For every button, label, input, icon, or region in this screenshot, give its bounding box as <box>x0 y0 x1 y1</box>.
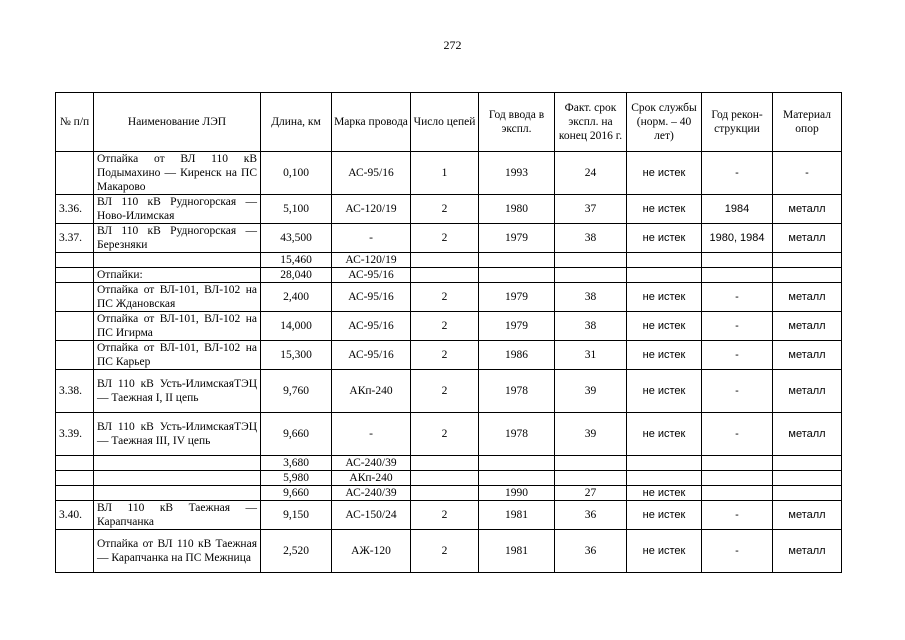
wire-brand: АЖ-120 <box>332 530 411 573</box>
actual-service-years: 27 <box>555 486 627 501</box>
table-row <box>56 486 842 501</box>
line-length: 0,100 <box>261 152 332 195</box>
wire-brand: АС-240/39 <box>332 486 411 501</box>
row-number: 3.40. <box>56 501 94 530</box>
row-number: 3.37. <box>56 224 94 253</box>
table-row <box>56 501 842 530</box>
table-row <box>56 341 842 370</box>
commissioning-year: 1986 <box>479 341 555 370</box>
table-row <box>56 370 842 413</box>
line-length: 9,760 <box>261 370 332 413</box>
commissioning-year: 1978 <box>479 370 555 413</box>
table-header-row <box>56 93 842 152</box>
row-number: 3.36. <box>56 195 94 224</box>
table-row <box>56 224 842 253</box>
line-name: ВЛ 110 кВ Таежная — Карапчанка <box>94 501 261 530</box>
line-name <box>94 486 261 501</box>
commissioning-year: 1979 <box>479 224 555 253</box>
actual-service-years: 38 <box>555 224 627 253</box>
circuit-count: 2 <box>411 341 479 370</box>
reconstruction-year: - <box>702 370 773 413</box>
support-material: металл <box>773 283 842 312</box>
row-number: 3.38. <box>56 370 94 413</box>
header-cell: Материал опор <box>773 93 842 152</box>
commissioning-year: 1981 <box>479 501 555 530</box>
wire-brand: АКп-240 <box>332 370 411 413</box>
commissioning-year: 1990 <box>479 486 555 501</box>
circuit-count <box>411 253 479 268</box>
support-material: металл <box>773 312 842 341</box>
commissioning-year <box>479 471 555 486</box>
reconstruction-year: - <box>702 312 773 341</box>
circuit-count: 2 <box>411 370 479 413</box>
wire-brand: АС-150/24 <box>332 501 411 530</box>
commissioning-year: 1978 <box>479 413 555 456</box>
header-cell: Длина, км <box>261 93 332 152</box>
wire-brand: АС-240/39 <box>332 456 411 471</box>
header-cell: Факт. срок экспл. на конец 2016 г. <box>555 93 627 152</box>
circuit-count: 2 <box>411 283 479 312</box>
circuit-count: 2 <box>411 530 479 573</box>
support-material: металл <box>773 224 842 253</box>
support-material: металл <box>773 501 842 530</box>
row-number <box>56 283 94 312</box>
header-cell: № п/п <box>56 93 94 152</box>
wire-brand: АС-95/16 <box>332 312 411 341</box>
service-life-status: не истек <box>627 501 702 530</box>
actual-service-years: 38 <box>555 312 627 341</box>
support-material: металл <box>773 341 842 370</box>
wire-brand: - <box>332 413 411 456</box>
line-length: 3,680 <box>261 456 332 471</box>
line-length: 15,300 <box>261 341 332 370</box>
commissioning-year: 1979 <box>479 283 555 312</box>
reconstruction-year <box>702 486 773 501</box>
wire-brand: АС-120/19 <box>332 253 411 268</box>
reconstruction-year: 1984 <box>702 195 773 224</box>
table-row <box>56 413 842 456</box>
header-cell: Год ввода в экспл. <box>479 93 555 152</box>
line-name: ВЛ 110 кВ Рудногорская — Ново-Илимская <box>94 195 261 224</box>
row-number <box>56 486 94 501</box>
line-length: 9,150 <box>261 501 332 530</box>
service-life-status <box>627 268 702 283</box>
support-material <box>773 268 842 283</box>
circuit-count <box>411 268 479 283</box>
circuit-count <box>411 486 479 501</box>
table-row <box>56 195 842 224</box>
line-length: 14,000 <box>261 312 332 341</box>
support-material: металл <box>773 530 842 573</box>
actual-service-years <box>555 456 627 471</box>
row-number <box>56 312 94 341</box>
wire-brand: АС-95/16 <box>332 341 411 370</box>
line-name: Отпайка от ВЛ-101, ВЛ-102 на ПС Игирма <box>94 312 261 341</box>
row-number <box>56 268 94 283</box>
line-length: 2,400 <box>261 283 332 312</box>
reconstruction-year: - <box>702 413 773 456</box>
service-life-status <box>627 456 702 471</box>
line-length: 28,040 <box>261 268 332 283</box>
service-life-status: не истек <box>627 283 702 312</box>
table-row <box>56 268 842 283</box>
actual-service-years: 37 <box>555 195 627 224</box>
actual-service-years: 24 <box>555 152 627 195</box>
circuit-count: 2 <box>411 312 479 341</box>
wire-brand: АС-120/19 <box>332 195 411 224</box>
page-number: 272 <box>443 38 462 52</box>
circuit-count: 2 <box>411 224 479 253</box>
line-name: ВЛ 110 кВ Усть-ИлимскаяТЭЦ — Таежная I, II цепь <box>94 370 261 413</box>
commissioning-year: 1993 <box>479 152 555 195</box>
wire-brand: АС-95/16 <box>332 283 411 312</box>
service-life-status: не истек <box>627 370 702 413</box>
commissioning-year: 1979 <box>479 312 555 341</box>
support-material <box>773 253 842 268</box>
table-row <box>56 152 842 195</box>
table-row <box>56 530 842 573</box>
commissioning-year: 1981 <box>479 530 555 573</box>
line-name: Отпайка от ВЛ 110 кВ Подымахино — Киренск на ПС Макарово <box>94 152 261 195</box>
row-number <box>56 530 94 573</box>
service-life-status <box>627 471 702 486</box>
reconstruction-year: - <box>702 501 773 530</box>
line-name: Отпайка от ВЛ 110 кВ Таежная — Карапчанка на ПС Межница <box>94 530 261 573</box>
line-name <box>94 456 261 471</box>
circuit-count <box>411 471 479 486</box>
service-life-status: не истек <box>627 486 702 501</box>
reconstruction-year <box>702 456 773 471</box>
line-length: 2,520 <box>261 530 332 573</box>
row-number: 3.39. <box>56 413 94 456</box>
service-life-status: не истек <box>627 195 702 224</box>
wire-brand: АС-95/16 <box>332 152 411 195</box>
circuit-count: 2 <box>411 413 479 456</box>
power-lines-table <box>55 92 842 573</box>
reconstruction-year: - <box>702 283 773 312</box>
reconstruction-year: - <box>702 152 773 195</box>
service-life-status: не истек <box>627 413 702 456</box>
service-life-status: не истек <box>627 224 702 253</box>
line-length: 15,460 <box>261 253 332 268</box>
support-material: металл <box>773 413 842 456</box>
circuit-count: 2 <box>411 501 479 530</box>
reconstruction-year <box>702 268 773 283</box>
reconstruction-year: - <box>702 341 773 370</box>
actual-service-years: 36 <box>555 530 627 573</box>
line-name: Отпайка от ВЛ-101, ВЛ-102 на ПС Карьер <box>94 341 261 370</box>
table-row <box>56 283 842 312</box>
support-material: - <box>773 152 842 195</box>
reconstruction-year <box>702 471 773 486</box>
reconstruction-year: - <box>702 530 773 573</box>
circuit-count: 2 <box>411 195 479 224</box>
row-number <box>56 456 94 471</box>
line-length: 9,660 <box>261 486 332 501</box>
service-life-status: не истек <box>627 312 702 341</box>
actual-service-years: 39 <box>555 413 627 456</box>
line-name <box>94 471 261 486</box>
support-material <box>773 456 842 471</box>
row-number <box>56 253 94 268</box>
reconstruction-year: 1980, 1984 <box>702 224 773 253</box>
line-name: Отпайки: <box>94 268 261 283</box>
line-length: 43,500 <box>261 224 332 253</box>
table-row <box>56 456 842 471</box>
row-number <box>56 471 94 486</box>
actual-service-years <box>555 253 627 268</box>
row-number <box>56 341 94 370</box>
header-cell: Наименование ЛЭП <box>94 93 261 152</box>
table-row <box>56 253 842 268</box>
line-length: 5,980 <box>261 471 332 486</box>
commissioning-year <box>479 456 555 471</box>
actual-service-years: 31 <box>555 341 627 370</box>
wire-brand: АС-95/16 <box>332 268 411 283</box>
commissioning-year <box>479 268 555 283</box>
actual-service-years: 38 <box>555 283 627 312</box>
service-life-status <box>627 253 702 268</box>
service-life-status: не истек <box>627 152 702 195</box>
wire-brand: АКп-240 <box>332 471 411 486</box>
support-material: металл <box>773 195 842 224</box>
line-length: 5,100 <box>261 195 332 224</box>
support-material <box>773 486 842 501</box>
service-life-status: не истек <box>627 341 702 370</box>
header-cell: Марка провода <box>332 93 411 152</box>
line-name: ВЛ 110 кВ Усть-ИлимскаяТЭЦ — Таежная III, IV цепь <box>94 413 261 456</box>
actual-service-years: 36 <box>555 501 627 530</box>
table-row <box>56 471 842 486</box>
circuit-count: 1 <box>411 152 479 195</box>
line-name: ВЛ 110 кВ Рудногорская — Березняки <box>94 224 261 253</box>
header-cell: Срок службы (норм. – 40 лет) <box>627 93 702 152</box>
support-material <box>773 471 842 486</box>
row-number <box>56 152 94 195</box>
reconstruction-year <box>702 253 773 268</box>
circuit-count <box>411 456 479 471</box>
commissioning-year: 1980 <box>479 195 555 224</box>
support-material: металл <box>773 370 842 413</box>
line-length: 9,660 <box>261 413 332 456</box>
wire-brand: - <box>332 224 411 253</box>
line-name <box>94 253 261 268</box>
commissioning-year <box>479 253 555 268</box>
actual-service-years <box>555 268 627 283</box>
service-life-status: не истек <box>627 530 702 573</box>
header-cell: Число цепей <box>411 93 479 152</box>
table-row <box>56 312 842 341</box>
header-cell: Год рекон-струкции <box>702 93 773 152</box>
actual-service-years <box>555 471 627 486</box>
line-name: Отпайка от ВЛ-101, ВЛ-102 на ПС Ждановская <box>94 283 261 312</box>
actual-service-years: 39 <box>555 370 627 413</box>
